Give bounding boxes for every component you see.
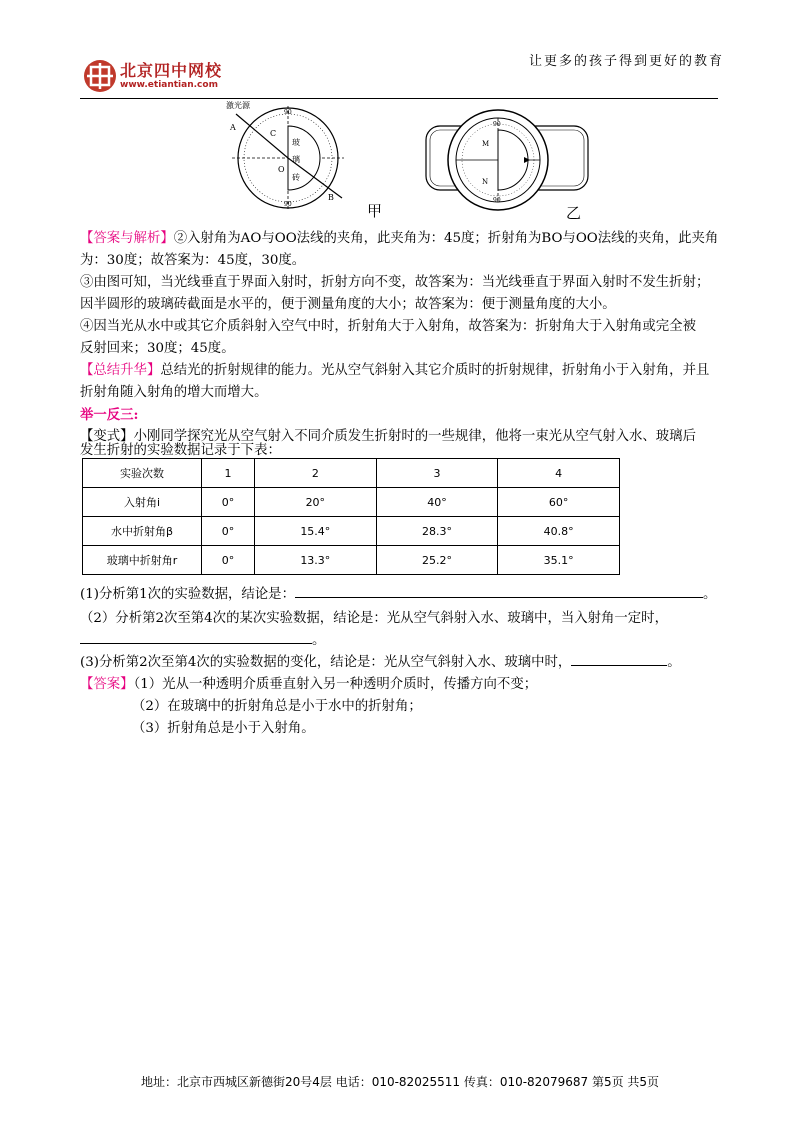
summary-tag: 【总结升华】 [80,363,161,378]
table-cell: 0° [202,488,255,517]
table-cell: 35.1° [498,546,620,575]
question-2: （2）分析第2次至第4次的某次实验数据，结论是：光从空气斜射入水、玻璃中，当入射角一定时， [80,611,668,626]
question-2-blank-line: 。 [80,630,720,652]
final-answer-3: （3）折射角总是小于入射角。 [132,721,315,736]
summary-line-1 [80,360,720,382]
variant-tag: 【变式】 [80,429,134,444]
table-cell: 4 [498,459,620,488]
question-1-text: (1)分析第1次的实验数据，结论是： [80,587,295,602]
answer-line-6: 反射回来；30度；45度。 [80,341,235,356]
answer-line-5: ④因当光从水中或其它介质斜射入空气中时，折射角大于入射角，故答案为：折射角大于入射角或完全被 [80,319,696,334]
table-cell: 25.2° [376,546,498,575]
summary-line-2: 折射角随入射角的增大而增大。 [80,385,268,400]
summary-text-1: 总结光的折射规律的能力。光从空气斜射入其它介质时的折射规律，折射角小于入射角，并且 [160,363,710,378]
label-b: B [328,193,334,202]
section-title: 举一反三: [80,407,139,423]
table-cell: 1 [202,459,255,488]
table-row [83,459,620,488]
caption-right: 乙 [566,204,582,222]
answer-line-2: 为：30度；故答案为：45度，30度。 [80,253,306,268]
question-3: (3)分析第2次至第4次的实验数据的变化，结论是：光从空气斜射入水、玻璃中时， 。 [80,655,681,670]
answer-tag: 【答案与解析】 [80,231,174,246]
label-a: A [230,123,236,132]
label-o: O [278,165,285,174]
header-divider [80,98,718,99]
label-glass3: 砖 [292,173,300,182]
table-cell: 13.3° [254,546,376,575]
logo-text: 北京四中网校 [120,61,223,80]
variant-text-1: 小刚同学探究光从空气射入不同介质发生折射时的一些规律，他将一束光从空气射入水、玻璃后 [133,429,696,444]
figure-left-apparatus [226,100,344,210]
label-right-n90: 90 [493,121,501,128]
label-n: N [482,178,489,186]
table-cell: 0° [202,546,255,575]
label-glass1: 玻 [292,138,300,147]
table-cell: 2 [254,459,376,488]
question-3-text: (3)分析第2次至第4次的实验数据的变化，结论是：光从空气斜射入水、玻璃中时， [80,655,572,670]
header-slogan: 让更多的孩子得到更好的教育 [528,54,724,69]
table-cell: 28.3° [376,517,498,546]
table-row [83,488,620,517]
table-cell: 40° [376,488,498,517]
table-cell: 40.8° [498,517,620,546]
experiment-table [82,458,620,575]
label-laser: 激光源 [226,101,250,110]
figure-right-apparatus [426,110,588,210]
answer-line-1 [80,228,720,250]
label-left-s90: 90 [284,201,292,208]
logo-icon [82,58,118,94]
table-row-header: 水中折射角β [83,517,202,546]
final-answer-tag: 【答案】 [80,677,134,692]
table-row-header: 入射角i [83,488,202,517]
table-cell: 3 [376,459,498,488]
final-answer-1 [80,674,720,696]
question-3-blank[interactable] [571,665,667,666]
label-right-s90: 90 [493,197,501,204]
question-1: (1)分析第1次的实验数据，结论是： 。 [80,587,717,602]
table-cell: 20° [254,488,376,517]
question-2-blank[interactable] [80,643,312,644]
question-1-blank[interactable] [295,597,703,598]
experiment-figure [226,100,590,222]
table-row-header: 实验次数 [83,459,202,488]
table-cell: 60° [498,488,620,517]
table-row [83,517,620,546]
label-left-n90: 90 [284,109,292,116]
table-cell: 0° [202,517,255,546]
label-glass2: 璃 [292,155,300,164]
label-m: M [482,140,490,148]
answer-line-4: 因半圆形的玻璃砖截面是水平的，便于测量角度的大小；故答案为：便于测量角度的大小。 [80,297,616,312]
variant-line-2: 发生折射的实验数据记录于下表： [80,443,281,458]
answer-text-1: ②入射角为AO与OO法线的夹角，此夹角为：45度；折射角为BO与OO法线的夹角，此夹角 [173,231,719,246]
answer-line-3: ③由图可知，当光线垂直于界面入射时，折射方向不变，故答案为：当光线垂直于界面入射时不发生折射； [80,275,710,290]
table-row [83,546,620,575]
label-c: C [270,129,277,138]
footer: 地址：北京市西城区新德街20号4层 电话：010-82025511 传真：010-82079687 第5页 共5页 [140,1075,660,1089]
caption-left: 甲 [367,202,383,220]
table-cell: 15.4° [254,517,376,546]
logo-url: www.etiantian.com [120,80,218,90]
table-row-header: 玻璃中折射角r [83,546,202,575]
final-answer-2: （2）在玻璃中的折射角总是小于水中的折射角； [132,699,422,714]
final-answer-text-1: （1）光从一种透明介质垂直射入另一种透明介质时，传播方向不变； [133,677,538,692]
